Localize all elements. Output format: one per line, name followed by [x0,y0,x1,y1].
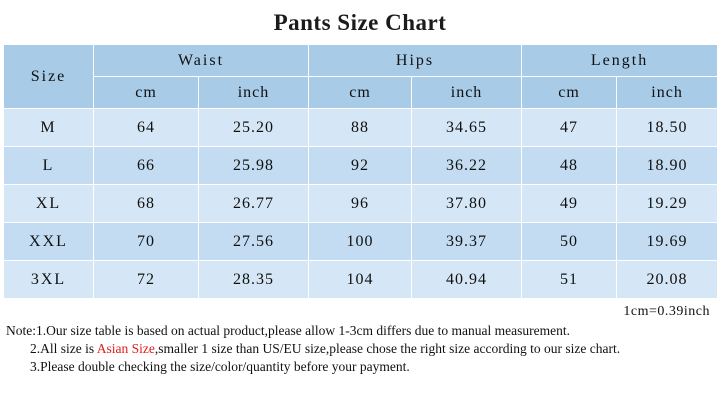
cell-waist-inch: 25.20 [199,109,309,147]
cell-waist-inch: 28.35 [199,261,309,299]
cell-length-cm: 47 [522,109,617,147]
table-row [4,261,718,299]
size-chart-table [3,44,718,299]
page-title: Pants Size Chart [273,10,447,35]
cell-size: XXL [4,223,94,261]
note-line-1: Note:1.Our size table is based on actual product,please allow 1-3cm differs due to manual measurement. [6,323,570,338]
cell-length-cm: 49 [522,185,617,223]
cell-size: L [4,147,94,185]
note-line-2-post: ,smaller 1 size than US/EU size,please chose the right size according to our size chart. [154,341,621,356]
cell-hips-cm: 92 [309,147,412,185]
cell-length-cm: 50 [522,223,617,261]
header-group-hips: Hips [309,45,522,77]
cell-waist-inch: 27.56 [199,223,309,261]
notes-block [0,322,720,376]
header-unit-length-cm: cm [522,77,617,109]
note-line-2 [4,340,716,358]
cell-length-inch: 19.29 [617,185,718,223]
cell-size: M [4,109,94,147]
cell-length-inch: 18.50 [617,109,718,147]
cell-hips-inch: 34.65 [412,109,522,147]
note-line-2-pre: 2.All size is [30,341,97,356]
cell-waist-cm: 64 [94,109,199,147]
cell-length-cm: 48 [522,147,617,185]
cell-length-inch: 19.69 [617,223,718,261]
cell-waist-cm: 70 [94,223,199,261]
cell-hips-cm: 96 [309,185,412,223]
cell-waist-cm: 68 [94,185,199,223]
header-unit-waist-inch: inch [199,77,309,109]
table-header-group-row [4,45,718,77]
table-body [4,109,718,299]
cell-hips-inch: 37.80 [412,185,522,223]
table-row [4,147,718,185]
table-header-unit-row [4,77,718,109]
header-group-waist: Waist [94,45,309,77]
header-unit-waist-cm: cm [94,77,199,109]
cell-waist-inch: 25.98 [199,147,309,185]
header-size: Size [4,45,94,109]
conversion-note: 1cm=0.39inch [623,304,710,319]
cell-length-cm: 51 [522,261,617,299]
header-group-length: Length [522,45,718,77]
cell-hips-cm: 88 [309,109,412,147]
cell-hips-inch: 40.94 [412,261,522,299]
cell-hips-cm: 104 [309,261,412,299]
table-row [4,185,718,223]
cell-length-inch: 20.08 [617,261,718,299]
header-unit-length-inch: inch [617,77,718,109]
cell-size: XL [4,185,94,223]
table-header [4,45,718,109]
header-unit-hips-cm: cm [309,77,412,109]
cell-waist-inch: 26.77 [199,185,309,223]
table-row [4,223,718,261]
header-unit-hips-inch: inch [412,77,522,109]
cell-waist-cm: 72 [94,261,199,299]
note-line-3: 3.Please double checking the size/color/quantity before your payment. [30,359,410,374]
cell-hips-inch: 36.22 [412,147,522,185]
cell-hips-cm: 100 [309,223,412,261]
cell-length-inch: 18.90 [617,147,718,185]
cell-hips-inch: 39.37 [412,223,522,261]
table-row [4,109,718,147]
note-asian-size-highlight: Asian Size [96,341,155,356]
cell-size: 3XL [4,261,94,299]
cell-waist-cm: 66 [94,147,199,185]
